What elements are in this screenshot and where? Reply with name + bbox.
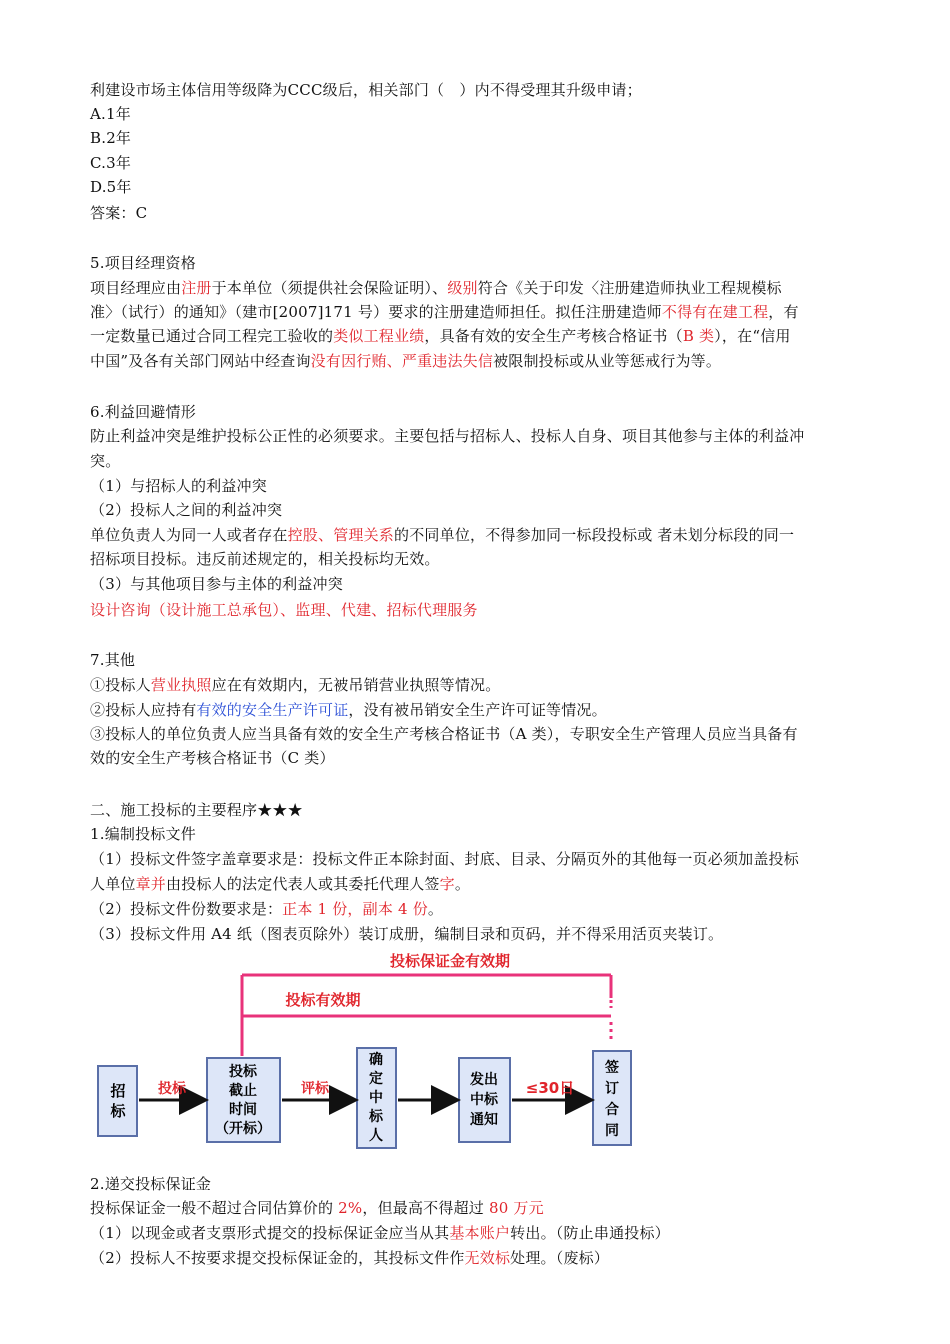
sec2-h1: 1.编制投标文件 [90, 825, 196, 843]
s7-item2: ②投标人应持有有效的安全生产许可证，没有被吊销安全生产许可证等情况。 [90, 701, 607, 719]
sec2-p1a: （1）投标文件签字盖章要求是：投标文件正本除封面、封底、目录、分隔页外的其他每一页必须加盖投标 [90, 850, 799, 868]
box-confirm-line3: 中 [369, 1090, 383, 1106]
q4-option-d: D.5年 [90, 178, 132, 196]
q4-option-c: C.3年 [90, 154, 132, 172]
box-deadline-line2: 截止 [229, 1083, 257, 1099]
sec2-g1: 投标保证金一般不超过合同估算价的 2%，但最高不得超过 80 万元 [90, 1199, 544, 1217]
s6-para1a: 防止利益冲突是维护投标公正性的必须要求。主要包括与招标人、投标人自身、项目其他参与主体的利益冲 [90, 427, 805, 445]
s6-item2: （2）投标人之间的利益冲突 [90, 501, 283, 519]
s6-para2b: 招标项目投标。违反前述规定的，相关投标均无效。 [90, 550, 440, 568]
s6-title: 6.利益回避情形 [90, 403, 196, 421]
box-contract-line1: 签 [605, 1060, 619, 1076]
q4-answer: 答案：C [90, 204, 148, 222]
box-zhaobiao-line2: 标 [110, 1102, 126, 1120]
box-confirm-line2: 定 [369, 1071, 383, 1087]
s5-line3: 一定数量已通过合同工程完工验收的类似工程业绩，具备有效的安全生产考核合格证书（B 类），在“信用 [90, 327, 791, 345]
box-confirm-line4: 标 [369, 1109, 383, 1125]
box-notice-line3: 通知 [470, 1112, 498, 1128]
s7-item3a: ③投标人的单位负责人应当具备有效的安全生产考核合格证书（A 类），专职安全生产管理人员应当具备有 [90, 725, 798, 743]
q4-option-a: A.1年 [90, 105, 131, 123]
box-deadline-line1: 投标 [229, 1064, 257, 1080]
s5-title: 5.项目经理资格 [90, 254, 196, 272]
q4-stem: 利建设市场主体信用等级降为CCC级后，相关部门（ ）内不得受理其升级申请； [90, 81, 642, 99]
box-confirm-line1: 确 [369, 1052, 383, 1068]
sec2-h2: 2.递交投标保证金 [90, 1175, 212, 1193]
arrow-contract-label: ≤30日 [525, 1079, 575, 1097]
s6-item3: （3）与其他项目参与主体的利益冲突 [90, 575, 343, 593]
box-notice-line1: 发出 [470, 1072, 498, 1088]
bidding-process-diagram [90, 948, 650, 1158]
s7-item1: ①投标人营业执照应在有效期内，无被吊销营业执照等情况。 [90, 676, 501, 694]
box-deadline-line3: 时间 [229, 1102, 257, 1118]
q4-option-b: B.2年 [90, 129, 132, 147]
arrow-tender-label: 投标 [158, 1081, 186, 1097]
box-confirm-line5: 人 [369, 1128, 383, 1144]
s7-item3b: 效的安全生产考核合格证书（C 类） [90, 749, 335, 767]
sec2-g3: （2）投标人不按要求提交投标保证金的，其投标文件作无效标处理。（废标） [90, 1249, 610, 1267]
sec2-title: 二、施工投标的主要程序★★★ [90, 801, 303, 819]
sec2-p1b: 人单位章并由投标人的法定代表人或其委托代理人签字。 [90, 875, 471, 893]
s6-para1b: 突。 [90, 452, 121, 470]
bid-bond-validity-label: 投标保证金有效期 [389, 952, 511, 970]
s5-line2: 准〉（试行）的通知》（建市[2007]171 号）要求的注册建造师担任。拟任注册建造师不得有在建工程，有 [90, 303, 799, 321]
s6-item3-detail: 设计咨询（设计施工总承包）、监理、代建、招标代理服务 [90, 601, 478, 619]
box-deadline-line4: （开标） [215, 1121, 271, 1137]
box-zhaobiao [98, 1066, 137, 1136]
box-notice-line2: 中标 [470, 1092, 498, 1108]
bid-validity-label: 投标有效期 [285, 991, 361, 1009]
sec2-p3: （3）投标文件用 A4 纸（图表页除外）装订成册，编制目录和页码，并不得采用活页夹装订。 [90, 925, 724, 943]
s5-line4: 中国”及各有关部门网站中经查询没有因行贿、严重违法失信被限制投标或从业等惩戒行为等。 [90, 352, 722, 370]
box-zhaobiao-line1: 招 [110, 1082, 126, 1100]
s7-title: 7.其他 [90, 651, 136, 669]
box-contract-line3: 合 [605, 1102, 619, 1118]
sec2-g2: （1）以现金或者支票形式提交的投标保证金应当从其基本账户转出。（防止串通投标） [90, 1224, 670, 1242]
s5-line1: 项目经理应由注册于本单位（须提供社会保险证明）、级别符合《关于印发〈注册建造师执业工程规模标 [90, 279, 782, 297]
box-contract-line4: 同 [605, 1123, 619, 1139]
box-contract-line2: 订 [605, 1081, 619, 1097]
arrow-evaluate-label: 评标 [301, 1081, 329, 1097]
s6-para2a: 单位负责人为同一人或者存在控股、管理关系的不同单位，不得参加同一标段投标或 者未划分标段的同一 [90, 526, 795, 544]
sec2-p2: （2）投标文件份数要求是：正本 1 份，副本 4 份。 [90, 900, 444, 918]
s6-item1: （1）与招标人的利益冲突 [90, 477, 267, 495]
